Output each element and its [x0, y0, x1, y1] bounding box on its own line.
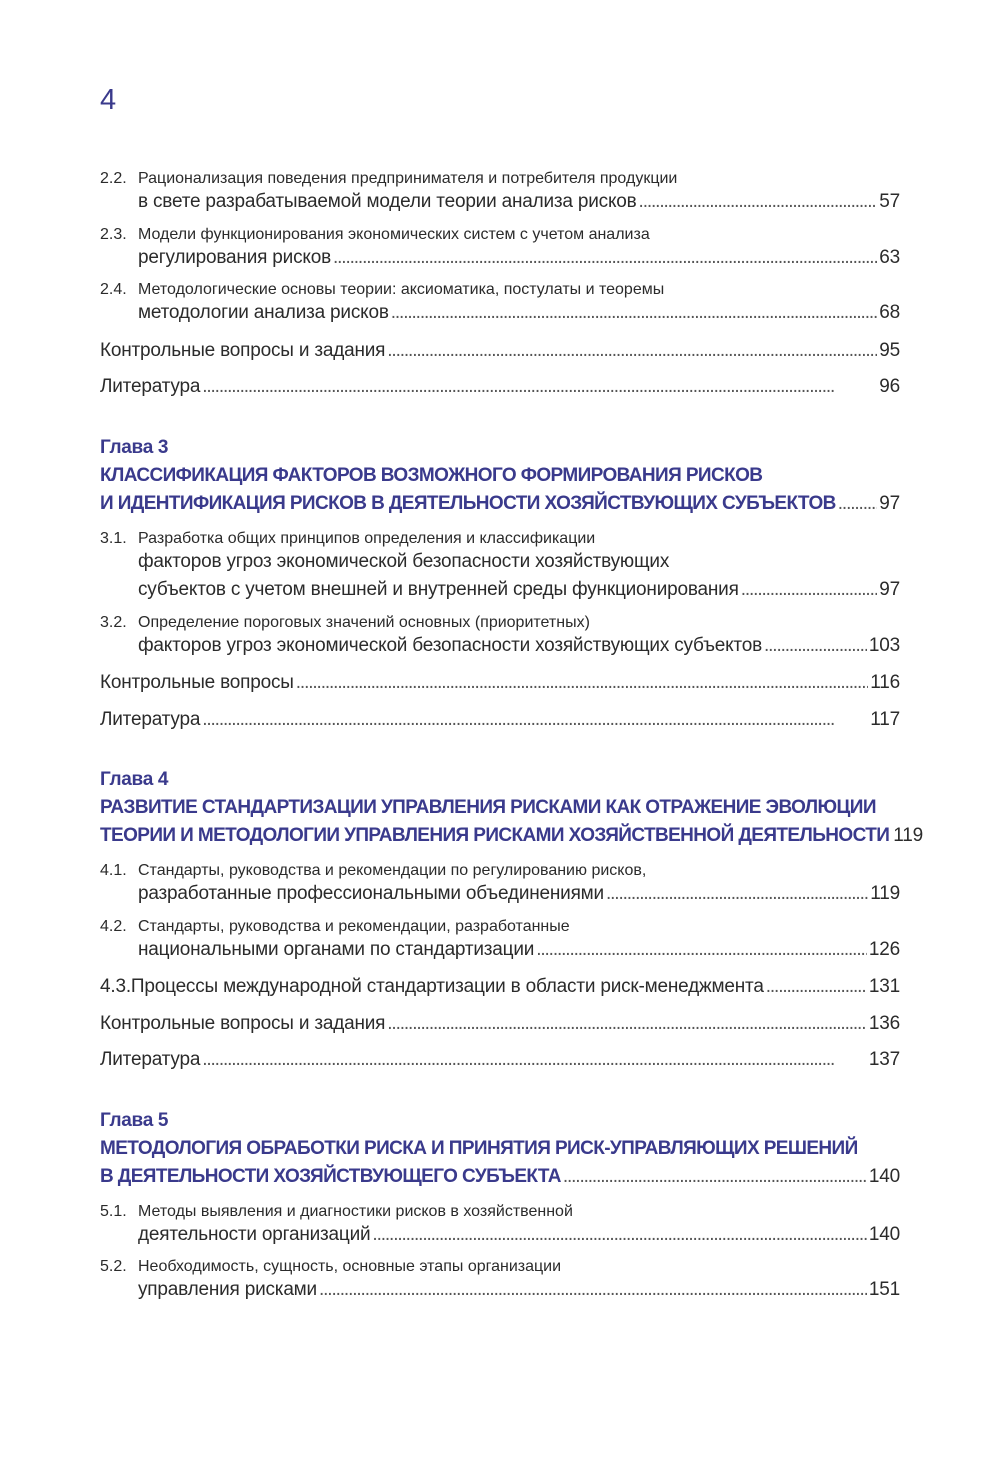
entry-page: 117: [870, 708, 900, 730]
entry-page: 103: [868, 634, 900, 656]
dot-leader: [764, 632, 867, 661]
entry-page: 151: [868, 1279, 900, 1300]
dot-leader: [372, 1221, 866, 1250]
entry-title-line: Методологические основы теории: аксиоматика, постулаты и теоремы: [138, 281, 665, 298]
entry-number: 5.1.: [100, 1202, 127, 1220]
dot-leader: [202, 1046, 867, 1075]
entry-number: 4.1.: [100, 862, 127, 879]
chapter-4-heading[interactable]: [100, 766, 923, 850]
entry-page: 57: [879, 191, 900, 212]
entry-number: 4.3.: [100, 976, 131, 997]
entry-number: 2.4.: [100, 281, 127, 298]
chapter-title-line: КЛАССИФИКАЦИЯ ФАКТОРОВ ВОЗМОЖНОГО ФОРМИРОВАНИЯ РИСКОВ: [100, 464, 763, 486]
dot-leader: [606, 880, 868, 909]
toc-entry-questions[interactable]: [100, 669, 900, 698]
toc-entry-3-2[interactable]: [100, 614, 900, 661]
toc-entry-literature[interactable]: [100, 1046, 900, 1075]
entry-title: Контрольные вопросы и задания: [100, 339, 386, 361]
entry-number: 3.2.: [100, 613, 127, 631]
entry-title-line: управления рисками: [138, 1279, 317, 1300]
chapter-page: 140: [868, 1165, 900, 1187]
entry-title-line: факторов угроз экономической безопасности хозяйствующих: [138, 550, 670, 572]
toc-entry-literature[interactable]: [100, 706, 900, 735]
dot-leader: [202, 706, 868, 735]
entry-number: 3.1.: [100, 529, 127, 547]
entry-title-line: Определение пороговых значений основных (приоритетных): [138, 613, 590, 631]
entry-title: Литература: [100, 1049, 201, 1070]
entry-number: 4.2.: [100, 917, 127, 935]
entry-page: 140: [868, 1223, 900, 1245]
toc-entry-2-2[interactable]: [100, 170, 900, 217]
dot-leader: [387, 1010, 867, 1039]
chapter-title-line: ТЕОРИИ И МЕТОДОЛОГИИ УПРАВЛЕНИЯ РИСКАМИ ХОЗЯЙСТВЕННОЙ ДЕЯТЕЛЬНОСТИ: [100, 825, 890, 846]
toc-entry-5-1[interactable]: [100, 1203, 900, 1250]
entry-title: Процессы международной стандартизации в области риск-менеджмента: [130, 976, 764, 997]
toc-entry-4-1[interactable]: [100, 862, 900, 909]
page-number: 4: [100, 84, 117, 116]
toc-entry-3-1[interactable]: [100, 530, 900, 605]
toc-entry-2-4[interactable]: [100, 281, 900, 328]
entry-page: 97: [879, 579, 900, 600]
dot-leader: [838, 490, 878, 518]
entry-page: 68: [879, 302, 900, 323]
entry-title-line: Необходимость, сущность, основные этапы организации: [138, 1258, 562, 1275]
toc-entry-questions[interactable]: [100, 337, 900, 366]
toc-entry-4-2[interactable]: [100, 918, 900, 965]
toc-entry-5-2[interactable]: [100, 1258, 900, 1305]
toc-entry-questions[interactable]: [100, 1010, 900, 1039]
entry-title-line: субъектов с учетом внешней и внутренней среды функционирования: [138, 579, 739, 600]
entry-title-line: Стандарты, руководства и рекомендации, разработанные: [138, 917, 570, 935]
dot-leader: [202, 373, 877, 402]
chapter-label: Глава 3: [100, 436, 169, 458]
entry-page: 116: [870, 672, 900, 693]
chapter-title-line: РАЗВИТИЕ СТАНДАРТИЗАЦИИ УПРАВЛЕНИЯ РИСКАМИ КАК ОТРАЖЕНИЕ ЭВОЛЮЦИИ: [100, 797, 876, 818]
dot-leader: [333, 244, 877, 273]
dot-leader: [319, 1276, 867, 1305]
entry-title-line: Модели функционирования экономических систем с учетом анализа: [138, 225, 650, 243]
dot-leader: [563, 1163, 867, 1191]
entry-number: 5.2.: [100, 1258, 127, 1275]
chapter-title-line: И ИДЕНТИФИКАЦИЯ РИСКОВ В ДЕЯТЕЛЬНОСТИ ХОЗЯЙСТВУЮЩИХ СУБЪЕКТОВ: [100, 492, 836, 514]
entry-title: Литература: [100, 376, 201, 397]
entry-title-line: методологии анализа рисков: [138, 302, 389, 323]
entry-title-line: Рационализация поведения предпринимателя и потребителя продукции: [138, 170, 678, 187]
toc-entry-2-3[interactable]: [100, 226, 900, 273]
entry-page: 96: [879, 376, 900, 397]
entry-title: Литература: [100, 708, 201, 730]
entry-page: 131: [868, 976, 900, 997]
entry-title-line: факторов угроз экономической безопасности хозяйствующих субъектов: [138, 634, 762, 656]
dot-leader: [741, 576, 878, 605]
chapter-title-line: В ДЕЯТЕЛЬНОСТИ ХОЗЯЙСТВУЮЩЕГО СУБЪЕКТА: [100, 1165, 561, 1187]
entry-page: 136: [868, 1012, 900, 1034]
chapter-label: Глава 4: [100, 769, 169, 790]
entry-title: Контрольные вопросы и задания: [100, 1012, 386, 1034]
table-of-contents: [100, 170, 923, 1314]
dot-leader: [536, 936, 867, 965]
entry-number: 2.2.: [100, 170, 127, 187]
toc-entry-literature[interactable]: [100, 373, 900, 402]
dot-leader: [639, 188, 878, 217]
chapter-3-heading[interactable]: [100, 434, 900, 518]
entry-page: 95: [879, 339, 900, 361]
entry-title-line: в свете разрабатываемой модели теории анализа рисков: [138, 191, 637, 212]
entry-title-line: разработанные профессиональными объединениями: [138, 883, 604, 904]
dot-leader: [387, 337, 877, 366]
dot-leader: [296, 669, 869, 698]
dot-leader: [391, 299, 878, 328]
entry-title-line: регулирования рисков: [138, 246, 331, 268]
chapter-5-heading[interactable]: [100, 1107, 900, 1191]
entry-title: Контрольные вопросы: [100, 672, 294, 693]
chapter-page: 119: [893, 825, 923, 846]
entry-page: 63: [879, 246, 900, 268]
entry-page: 119: [870, 883, 900, 904]
entry-page: 126: [868, 938, 900, 960]
entry-number: 2.3.: [100, 225, 127, 243]
chapter-page: 97: [879, 492, 900, 514]
entry-title-line: деятельности организаций: [138, 1223, 371, 1245]
toc-entry-4-3[interactable]: [100, 973, 900, 1002]
entry-title-line: Стандарты, руководства и рекомендации по регулированию рисков,: [138, 862, 647, 879]
chapter-label: Глава 5: [100, 1109, 169, 1131]
dot-leader: [766, 973, 867, 1002]
entry-page: 137: [868, 1049, 900, 1070]
entry-title-line: Разработка общих принципов определения и классификации: [138, 529, 596, 547]
chapter-title-line: МЕТОДОЛОГИЯ ОБРАБОТКИ РИСКА И ПРИНЯТИЯ РИСК-УПРАВЛЯЮЩИХ РЕШЕНИЙ: [100, 1137, 858, 1159]
entry-title-line: Методы выявления и диагностики рисков в хозяйственной: [138, 1202, 573, 1220]
entry-title-line: национальными органами по стандартизации: [138, 938, 535, 960]
